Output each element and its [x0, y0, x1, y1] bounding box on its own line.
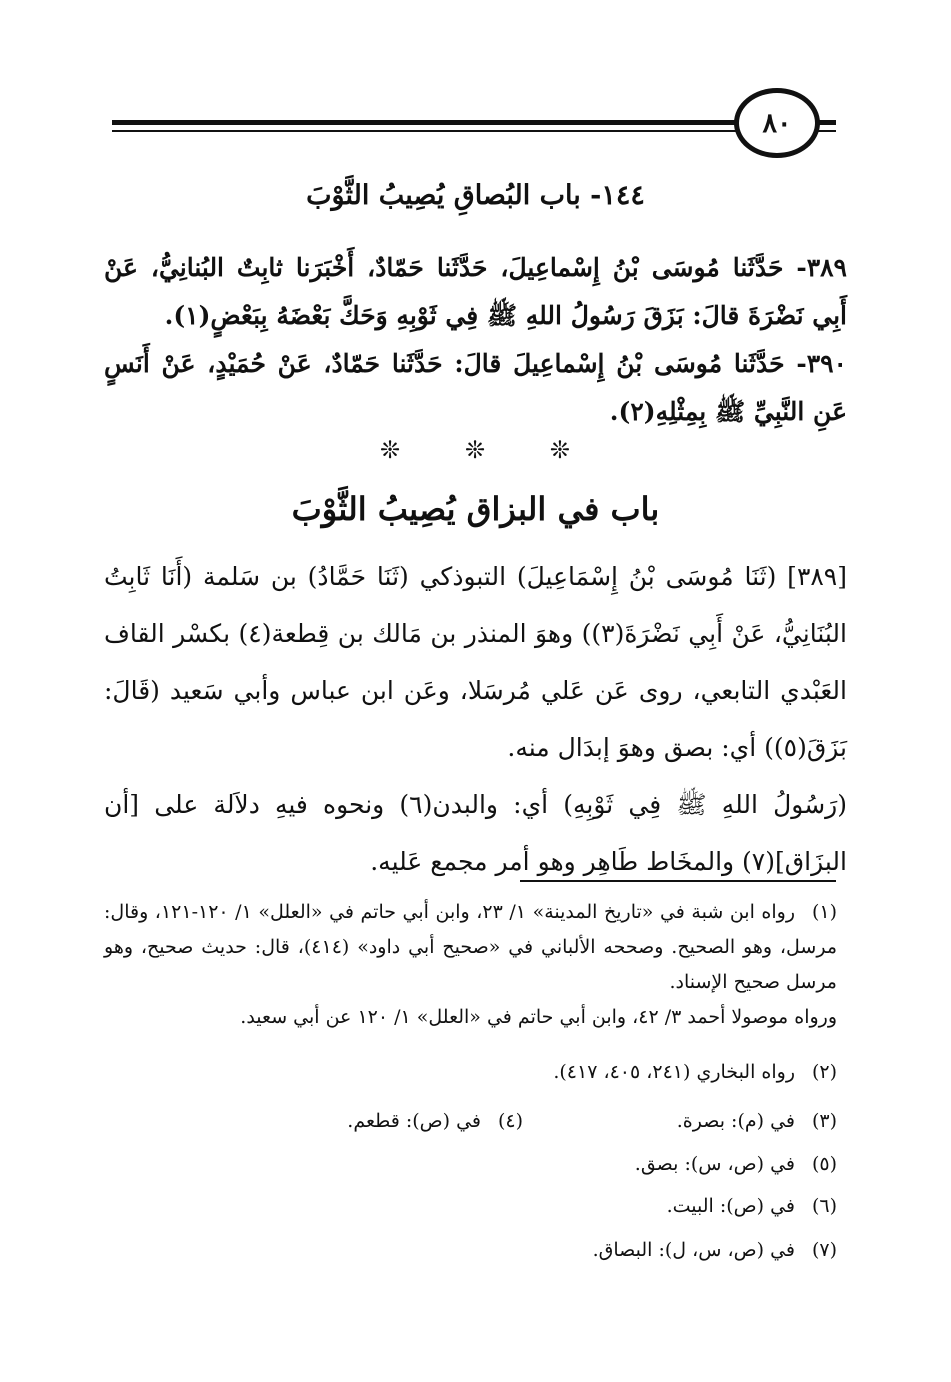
footnote-2: [553, 1056, 837, 1088]
footnote-text: في (ص): قطعم.: [347, 1110, 481, 1132]
page-number: ٨٠: [734, 88, 820, 158]
footnote-text: في (ص، س، ل): البصاق.: [592, 1239, 795, 1261]
footnote-6: [667, 1190, 837, 1222]
hadith-390-text: ٣٩٠- حَدَّثَنا مُوسَى بْنُ إِسْماعِيلَ قالَ: حَدَّثَنا حَمّادٌ، عَنْ حُمَيْدٍ، عَنْ أَنَسٍ عَنِ النَّبِيِّ ﷺ بِمِثْلِهِ(٢).: [104, 349, 847, 426]
footnote-7: [593, 1234, 837, 1266]
footnote-5: [635, 1148, 837, 1180]
section-separator: [380, 436, 570, 464]
footnote-text: في (ص، س): بصق.: [634, 1153, 795, 1175]
hadith-389-text: ٣٨٩- حَدَّثَنا مُوسَى بْنُ إِسْماعِيلَ، حَدَّثَنا حَمّادٌ، أَخْبَرَنا ثابِتٌ البُنانِيُّ، عَنْ أَبِي نَضْرَةَ قالَ: بَزَقَ رَسُولُ اللهِ ﷺ فِي ثَوْبِهِ وَحَكَّ بَعْضَهُ بِبَعْضٍ(١).: [104, 253, 847, 330]
footnote-number: (١): [811, 901, 837, 923]
footnote-3: [677, 1105, 837, 1137]
commentary-body: [104, 548, 847, 890]
commentary-title: باب في البزاق يُصِيبُ الثَّوْبَ: [291, 490, 660, 528]
hadith-389: [104, 244, 847, 340]
footnote-text: في (ص): البيت.: [666, 1195, 795, 1217]
commentary-paragraph: [٣٨٩] (ثَنَا مُوسَى بْنُ إِسْمَاعِيلَ) التبوذكي (ثَنَا حَمَّادُ) بن سَلمة (أَنَا ثَابِتُ البُنَانِيُّ، عَنْ أَبِي نَضْرَةَ(٣)) وهوَ المنذر بن مَالك بن قِطعة(٤) بكسْر القاف العَبْدي التابعي، روى عَن عَلي مُرسَلا، وعَن ابن عباس وأبي سَعيد (قَالَ: بَزَقَ(٥)) أي: بصق وهوَ إبدَال منه.: [104, 562, 847, 762]
header-rule-thin: [112, 130, 742, 132]
footnote-text: في (م): بصرة.: [676, 1110, 795, 1132]
footnote-separator: [520, 880, 836, 882]
hadith-390: [104, 340, 847, 436]
commentary-paragraph: (رَسُولُ اللهِ ﷺ فِي ثَوْبِهِ) أي: والبدن(٦) ونحوه فيهِ دلاَلة على [أن البزَاق](٧) والمخَاط طَاهِر وهو أمر مجمع عَليه.: [104, 790, 847, 876]
separator-star: ❊: [464, 436, 486, 464]
footnote-number: (٧): [811, 1239, 837, 1261]
footnote-4: [347, 1105, 523, 1137]
separator-star: ❊: [549, 436, 570, 464]
footnote-number: (٣): [811, 1110, 837, 1132]
footnote-number: (٦): [811, 1195, 837, 1217]
separator-star: ❊: [380, 436, 401, 464]
footnote-extra: ورواه موصولا أحمد ٣/ ٤٢، وابن أبي حاتم في «العلل» ١/ ١٢٠ عن أبي سعيد.: [240, 1006, 837, 1028]
footnote-number: (٢): [811, 1061, 837, 1083]
chapter-title: ١٤٤- باب البُصاقِ يُصِيبُ الثَّوْبَ: [306, 180, 645, 211]
header-rule-thick: [112, 120, 742, 125]
footnote-1: [104, 895, 837, 1035]
footnote-text: رواه ابن شبة في «تاريخ المدينة» ١/ ٢٣، وابن أبي حاتم في «العلل» ١/ ١٢٠-١٢١، وقال: مرسل، وهو الصحيح. وصححه الألباني في «صحيح أبي داود» (٤١٤)، قال: حديث صحيح، وهو مرسل صحيح الإسناد.: [104, 901, 837, 993]
footnote-text: رواه البخاري (٢٤١، ٤٠٥، ٤١٧).: [553, 1061, 795, 1083]
footnote-number: (٥): [811, 1153, 837, 1175]
footnote-number: (٤): [497, 1110, 523, 1132]
